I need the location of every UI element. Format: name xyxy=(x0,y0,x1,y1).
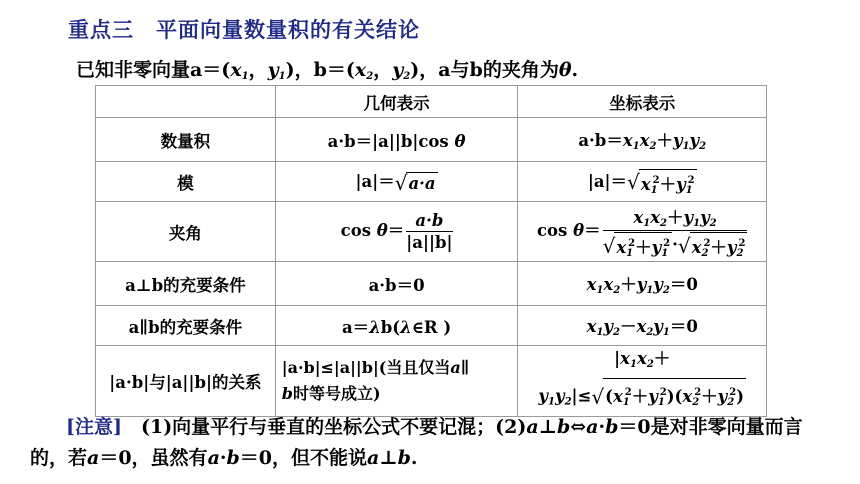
coord-formula: $a\cdot b=x_1x_2+y_1y_2$ xyxy=(518,118,767,162)
header-coordinate: 坐标表示 xyxy=(518,86,767,118)
geo-formula: cos θ＝ $\frac{a\cdot b}{|a||b|}$ xyxy=(275,202,518,262)
header-cell-empty xyxy=(96,86,276,118)
coord-formula: $|a|=√x_1^2+y_1^2$ xyxy=(518,162,767,202)
note-tag: [注意] xyxy=(66,416,122,438)
table-header-row xyxy=(96,86,767,118)
intro-text: 已知非零向量$a=(x_1$，$y_1$)，$b=(x_2$，$y_2$)，a与b的夹角为θ. xyxy=(76,59,579,82)
section-label: 重点三 xyxy=(68,18,134,42)
coord-formula: cos θ＝ $\frac{x_1x_2+y_1y_2}{√x_1^2+y_1^2 \cdot√x_2^2+y_2^2}$ xyxy=(518,202,767,262)
vector-formula-table xyxy=(95,85,767,417)
note-paragraph: [注意] (1)向量平行与垂直的坐标公式不要记混；(2)a⊥b⇔a·b＝0是对非零向量而言的，若a＝0，虽然有a·b＝0，但不能说a⊥b. xyxy=(30,416,803,469)
table-row xyxy=(96,118,767,162)
coord-formula: $|x_1x_2+$ $y_1y_2|\le√(x_1^2+y_1^2)(x_2^2+y_2^2)$ xyxy=(518,346,767,417)
table-row xyxy=(96,262,767,306)
row-label: a⊥b的充要条件 xyxy=(96,262,276,306)
geo-formula: a·b＝|a||b|cos θ xyxy=(275,118,518,162)
table-row xyxy=(96,162,767,202)
row-label: a∥b的充要条件 xyxy=(96,306,276,346)
geo-formula: |a·b|≤|a||b|(当且仅当a∥ b时等号成立) xyxy=(275,346,518,417)
geo-formula: |a|＝√a·a xyxy=(275,162,518,202)
section-heading xyxy=(68,14,420,44)
table-row xyxy=(96,306,767,346)
row-label: 夹角 xyxy=(96,202,276,262)
table-row xyxy=(96,346,767,417)
geo-formula: a＝λb(λ∈R ) xyxy=(275,306,518,346)
coord-formula: $x_1y_2-x_2y_1=0$ xyxy=(518,306,767,346)
coord-formula: $x_1x_2+y_1y_2=0$ xyxy=(518,262,767,306)
row-label: 数量积 xyxy=(96,118,276,162)
header-geometric: 几何表示 xyxy=(275,86,518,118)
row-label: |a·b|与|a||b|的关系 xyxy=(96,346,276,417)
row-label: 模 xyxy=(96,162,276,202)
table-row xyxy=(96,202,767,262)
geo-formula: a·b＝0 xyxy=(275,262,518,306)
section-title: 平面向量数量积的有关结论 xyxy=(156,18,420,42)
